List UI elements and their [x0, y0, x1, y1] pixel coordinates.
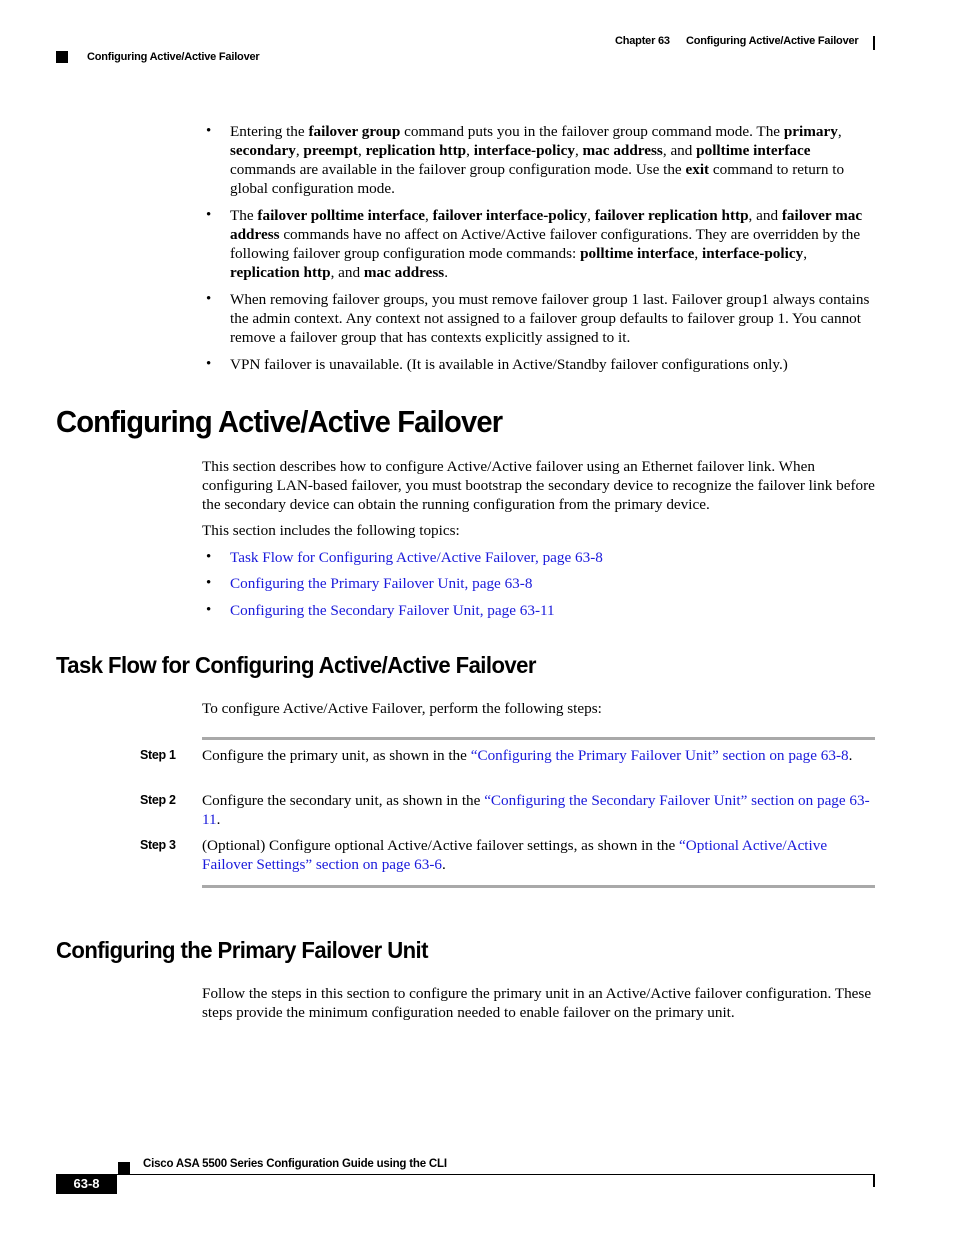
command-keyword: failover replication http	[594, 207, 749, 224]
list-item	[206, 290, 876, 347]
command-keyword: mac address	[582, 142, 663, 159]
text-run: VPN failover is unavailable. (It is available in Active/Standby failover configurations only.)	[230, 356, 788, 373]
step-1-body	[202, 746, 874, 765]
steps-bottom-rule	[202, 885, 875, 888]
text-run: , and	[662, 142, 697, 159]
command-keyword: failover mac address	[230, 207, 863, 243]
topic-link-task-flow[interactable]: Task Flow for Configuring Active/Active Failover, page 63-8	[230, 549, 603, 566]
steps-top-rule	[202, 737, 875, 740]
footer-rule	[117, 1174, 875, 1175]
intro-bullet-list	[206, 122, 876, 382]
text-run: , and	[748, 207, 782, 224]
section-title: Configuring Active/Active Failover	[56, 404, 503, 439]
command-keyword: polltime interface	[696, 142, 811, 159]
command-keyword: failover polltime interface	[257, 207, 425, 224]
header-section: Configuring Active/Active Failover	[87, 51, 260, 63]
text-run: ,	[837, 123, 842, 140]
text-run: ,	[357, 142, 366, 159]
command-keyword: secondary	[230, 142, 296, 159]
primary-unit-heading: Configuring the Primary Failover Unit	[56, 937, 428, 963]
text-run: commands are available in the failover group configuration mode. Use the	[230, 161, 686, 178]
header-square-marker	[56, 51, 68, 63]
footer-right-bar	[873, 1174, 875, 1187]
text-run: command to return to global configuration mode.	[230, 161, 845, 197]
text-run: .	[444, 264, 448, 281]
command-keyword: failover group	[308, 123, 401, 140]
header-right-bar	[873, 36, 875, 50]
footer-guide-title: Cisco ASA 5500 Series Configuration Guide using the CLI	[143, 1158, 447, 1170]
section-intro: This section describes how to configure Active/Active failover using an Ethernet failover link. When configuring LAN-based failover, you must bootstrap the secondary device to recognize the failover link before the secondary device can obtain the running configuration from the primary device.	[202, 458, 875, 513]
text-run: ,	[425, 207, 433, 224]
command-keyword: polltime interface	[580, 245, 695, 262]
text-run: Entering the	[230, 123, 309, 140]
text-run: ,	[466, 142, 474, 159]
list-item	[206, 122, 876, 198]
command-keyword: mac address	[363, 264, 445, 281]
step-2-body	[202, 791, 874, 829]
text-run: ,	[574, 142, 583, 159]
command-keyword: interface-policy	[701, 245, 804, 262]
topic-item	[206, 574, 876, 593]
list-item	[206, 206, 876, 282]
step-label: Step 3	[140, 838, 176, 852]
command-keyword: preempt	[303, 142, 358, 159]
header-chapter-title: Configuring Active/Active Failover	[686, 35, 859, 47]
topics-list	[206, 548, 876, 620]
text-run: ,	[803, 245, 807, 262]
topic-item	[206, 548, 876, 567]
text-run: .	[442, 856, 446, 873]
command-keyword: primary	[783, 123, 838, 140]
footer-square-marker	[118, 1162, 130, 1174]
text-run: , and	[330, 264, 364, 281]
text-run: commands have no affect on Active/Active failover configurations. They are overridden by the following failover group configuration mode commands:	[230, 226, 861, 262]
text-run: command puts you in the failover group command mode. The	[400, 123, 784, 140]
task-flow-intro: To configure Active/Active Failover, perform the following steps:	[202, 700, 602, 717]
step-3-body	[202, 836, 874, 874]
text-run: .	[848, 747, 853, 764]
header-chapter: Chapter 63	[615, 35, 670, 47]
command-keyword: replication http	[230, 264, 331, 281]
topics-intro: This section includes the following topics:	[202, 522, 460, 539]
command-keyword: failover interface-policy	[432, 207, 588, 224]
text-run: ,	[587, 207, 595, 224]
text-run: Configure the primary unit, as shown in the	[202, 747, 471, 764]
task-flow-heading: Task Flow for Configuring Active/Active Failover	[56, 652, 536, 678]
text-run: ,	[694, 245, 702, 262]
topic-link-primary-unit[interactable]: Configuring the Primary Failover Unit, page 63-8	[230, 575, 533, 592]
text-run: Configure the secondary unit, as shown in the	[202, 792, 485, 809]
list-item	[206, 355, 876, 374]
cross-reference-link[interactable]: “Configuring the Secondary Failover Unit” section on page 63-11	[202, 792, 870, 828]
text-run: (Optional) Configure optional Active/Active failover settings, as shown in the	[202, 837, 680, 854]
cross-reference-link[interactable]: “Configuring the Primary Failover Unit” section on page 63-8	[470, 747, 849, 764]
cross-reference-link[interactable]: “Optional Active/Active Failover Settings” section on page 63-6	[202, 837, 828, 873]
step-label: Step 2	[140, 793, 176, 807]
topic-link-secondary-unit[interactable]: Configuring the Secondary Failover Unit, page 63-11	[230, 602, 555, 619]
page-number-badge: 63-8	[56, 1174, 117, 1194]
text-run: The	[230, 207, 258, 224]
command-keyword: interface-policy	[473, 142, 575, 159]
step-label: Step 1	[140, 748, 176, 762]
primary-unit-body: Follow the steps in this section to configure the primary unit in an Active/Active failover configuration. These steps provide the minimum configuration needed to enable failover on the primary unit.	[202, 985, 872, 1021]
topic-item	[206, 601, 876, 620]
text-run: When removing failover groups, you must remove failover group 1 last. Failover group1 always contains the admin context. Any context not assigned to a failover group defaults to failover group 1. You cannot remove a failover group that has contexts explicitly assigned to it.	[230, 291, 870, 346]
command-keyword: exit	[685, 161, 710, 178]
text-run: .	[216, 811, 221, 828]
text-run: ,	[295, 142, 304, 159]
command-keyword: replication http	[365, 142, 467, 159]
